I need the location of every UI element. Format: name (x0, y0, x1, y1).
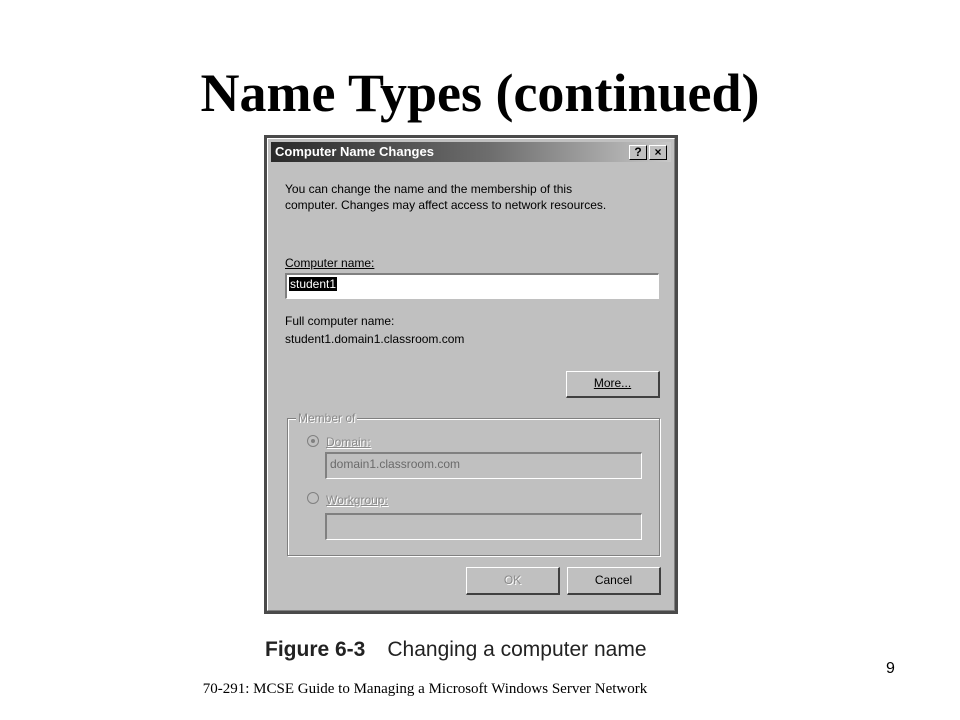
computer-name-changes-dialog (267, 138, 675, 611)
ok-button[interactable]: OK (466, 567, 560, 595)
workgroup-radio[interactable] (307, 492, 319, 504)
cancel-button[interactable]: Cancel (567, 567, 661, 595)
domain-label (326, 435, 371, 449)
domain-input[interactable]: domain1.classroom.com (325, 452, 642, 479)
member-of-label: Member of (298, 411, 356, 425)
computer-name-value: student1 (290, 277, 337, 291)
description-line-2: computer. Changes may affect access to network resources. (285, 198, 607, 212)
domain-label-text: Domain: (326, 435, 371, 449)
help-button[interactable]: ? (629, 145, 647, 160)
dialog-title: Computer Name Changes (275, 144, 434, 159)
description-line-1: You can change the name and the membership of this (285, 182, 573, 196)
slide-footer: 70-291: MCSE Guide to Managing a Microsoft Windows Server Network (202, 681, 648, 697)
full-computer-name-value: student1.domain1.classroom.com (285, 332, 465, 346)
domain-radio-dot (311, 439, 315, 443)
dialog-titlebar (271, 142, 671, 162)
slide-title: Name Types (continued) (200, 63, 760, 123)
close-button[interactable]: × (649, 145, 667, 160)
more-button-label: More... (593, 376, 632, 390)
workgroup-label-text: Workgroup: (326, 493, 388, 507)
figure-label: Figure 6-3 (265, 638, 366, 661)
computer-name-input[interactable] (285, 273, 659, 299)
domain-radio[interactable] (307, 435, 319, 447)
full-computer-name-label: Full computer name: (285, 314, 395, 328)
figure-caption (265, 636, 647, 664)
workgroup-label (326, 493, 388, 507)
computer-name-label-text: Computer name: (285, 256, 375, 270)
more-button[interactable] (566, 371, 660, 398)
figure-caption-text: Changing a computer name (387, 638, 647, 661)
page-number: 9 (886, 660, 895, 677)
dialog-screenshot-frame (264, 135, 678, 614)
workgroup-input[interactable] (325, 513, 642, 540)
computer-name-label (285, 255, 374, 271)
